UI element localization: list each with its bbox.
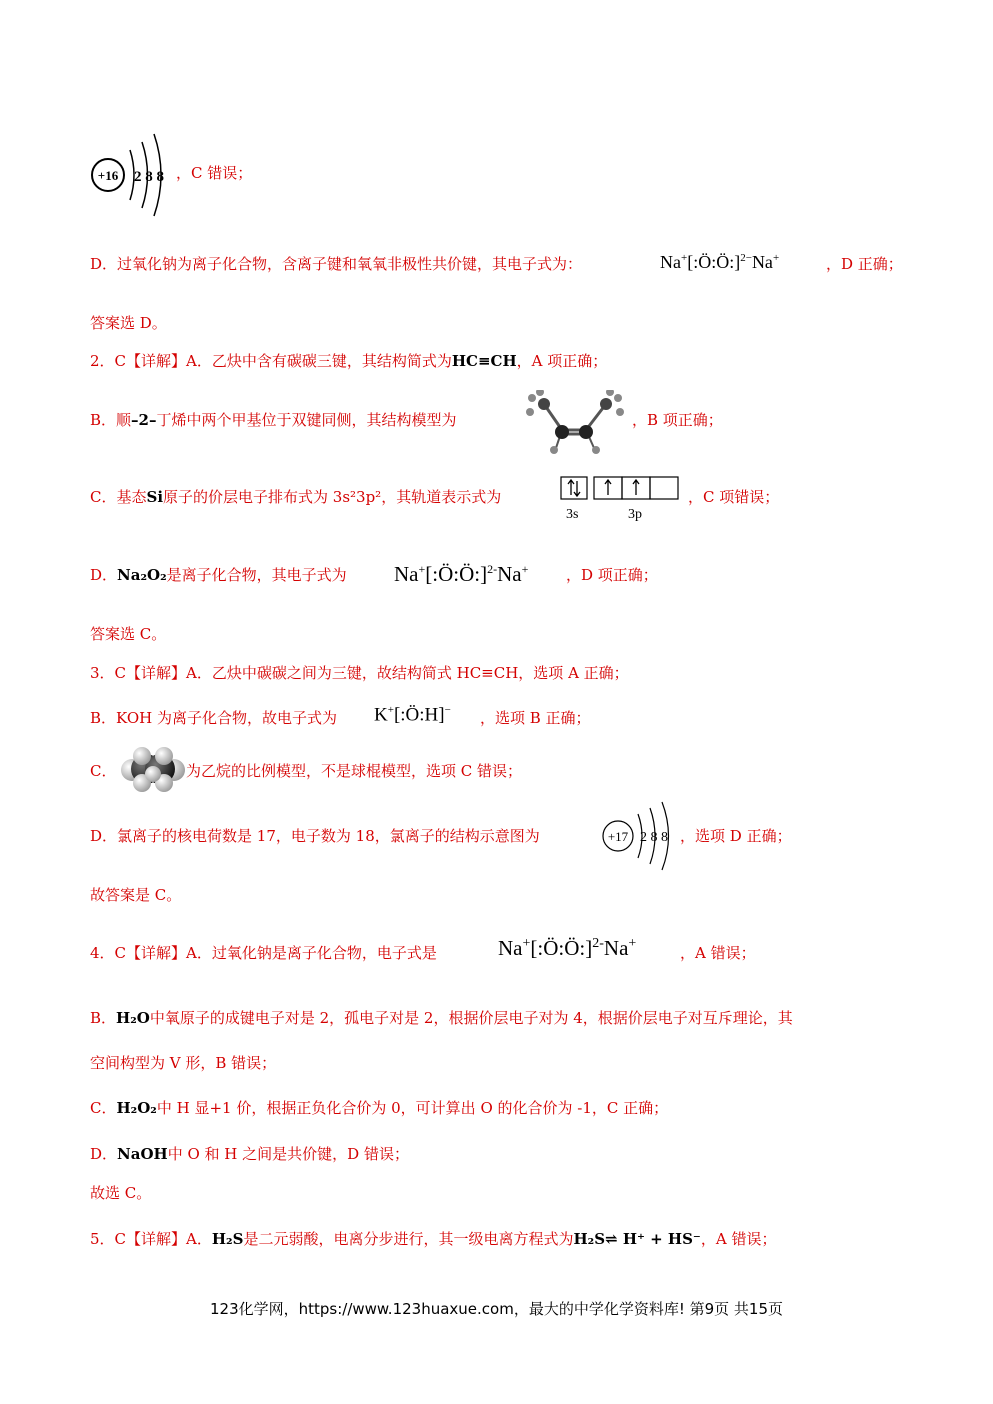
s-struct-comment: ，C 错误； [176,164,253,182]
label-3p: 3p [628,507,642,522]
q3-answer: 故答案是 C。 [90,886,182,904]
si-orbital-diagram [560,476,682,524]
cis-2-butene-model [524,390,628,456]
line-d-peroxide: D．过氧化钠为离子化合物，含离子键和氧氧非极性共价键，其电子式为： [90,255,583,273]
q3-b-after: ，选项 B 正确； [480,709,591,727]
q5-a-line: 5．C【详解】A．H₂S是二元弱酸，电离分步进行，其一级电离方程式为H₂S⇌ H⁺ + HS⁻，A 错误； [90,1230,777,1248]
label-3s: 3s [566,507,579,522]
q3-c-prefix: C． [90,762,117,780]
q4-a-line: 4．C【详解】A．过氧化钠是离子化合物，电子式是 [90,944,437,962]
q4-c-line: C．H₂O₂中 H 显+1 价，根据正负化合价为 0，可计算出 O 的化合价为 -1，C 正确； [90,1099,669,1117]
q4-b-line: B．H₂O中氧原子的成键电子对是 2，孤电子对是 2，根据价层电子对为 4，根据价层电子对互斥理论，其 [90,1009,793,1027]
q4-b-line2: 空间构型为 V 形，B 错误； [90,1054,277,1072]
q2-a-line: 2．C【详解】A．乙炔中含有碳碳三键，其结构简式为HC≡CH，A 项正确； [90,352,608,370]
q2-answer: 答案选 C。 [90,625,167,643]
na2o2-electron-formula-1: Na+[:Ö:Ö:]$^{2-}$Na+ [660,252,780,272]
na2o2-electron-formula-2: Na+[:Ö:Ö:]$^{2-}$Na+ [394,562,529,586]
q2-d-after: ，D 项正确； [566,566,658,584]
q3-d-after: ，选项 D 正确； [680,827,792,845]
page-footer: 123化学网，https://www.123huaxue.com，最大的中学化学资料库! 第9页 共15页 [209,1300,784,1318]
line-d-after: ，D 正确； [826,255,903,273]
q3-d-line: D．氯离子的核电荷数是 17，电子数为 18，氯离子的结构示意图为 [90,827,540,845]
q2-c-line: C．基态Si原子的价层电子排布式为 3s²3p²，其轨道表示式为 [90,488,502,506]
q2-b-after: ，B 项正确； [632,411,723,429]
na2o2-electron-formula-3: Na+[:Ö:Ö:]$^{2-}$Na+ [498,936,637,960]
electron-shells: 2 8 8 [134,169,164,185]
q2-d-line: D．Na₂O₂是离子化合物，其电子式为 [90,566,347,584]
q2-c-after: ，C 项错误； [688,488,780,506]
q4-answer: 故选 C。 [90,1184,152,1202]
nucleus-charge-cl: +17 [607,829,629,844]
chloride-ion-structure-diagram [600,800,682,872]
nucleus-charge: +16 [97,168,119,183]
q4-d-line: D．NaOH中 O 和 H 之间是共价键，D 错误； [90,1145,409,1163]
q2-b-line: B．顺–2–丁烯中两个甲基位于双键同侧，其结构模型为 [90,411,457,429]
q3-a-line: 3．C【详解】A．乙炔中碳碳之间为三键，故结构简式 HC≡CH，选项 A 正确； [90,664,629,682]
q3-b-line: B．KOH 为离子化合物，故电子式为 [90,709,337,727]
ethane-space-filling-model [120,746,186,794]
q3-c-text: 为乙烷的比例模型，不是球棍模型，选项 C 错误； [186,762,523,780]
sulfide-ion-structure-diagram [90,130,172,218]
answer-d: 答案选 D。 [90,314,167,332]
q4-a-after: ，A 错误； [680,944,756,962]
koh-electron-formula: K+[:Ö:H]− [374,704,451,726]
electron-shells-cl: 2 8 8 [640,830,668,845]
